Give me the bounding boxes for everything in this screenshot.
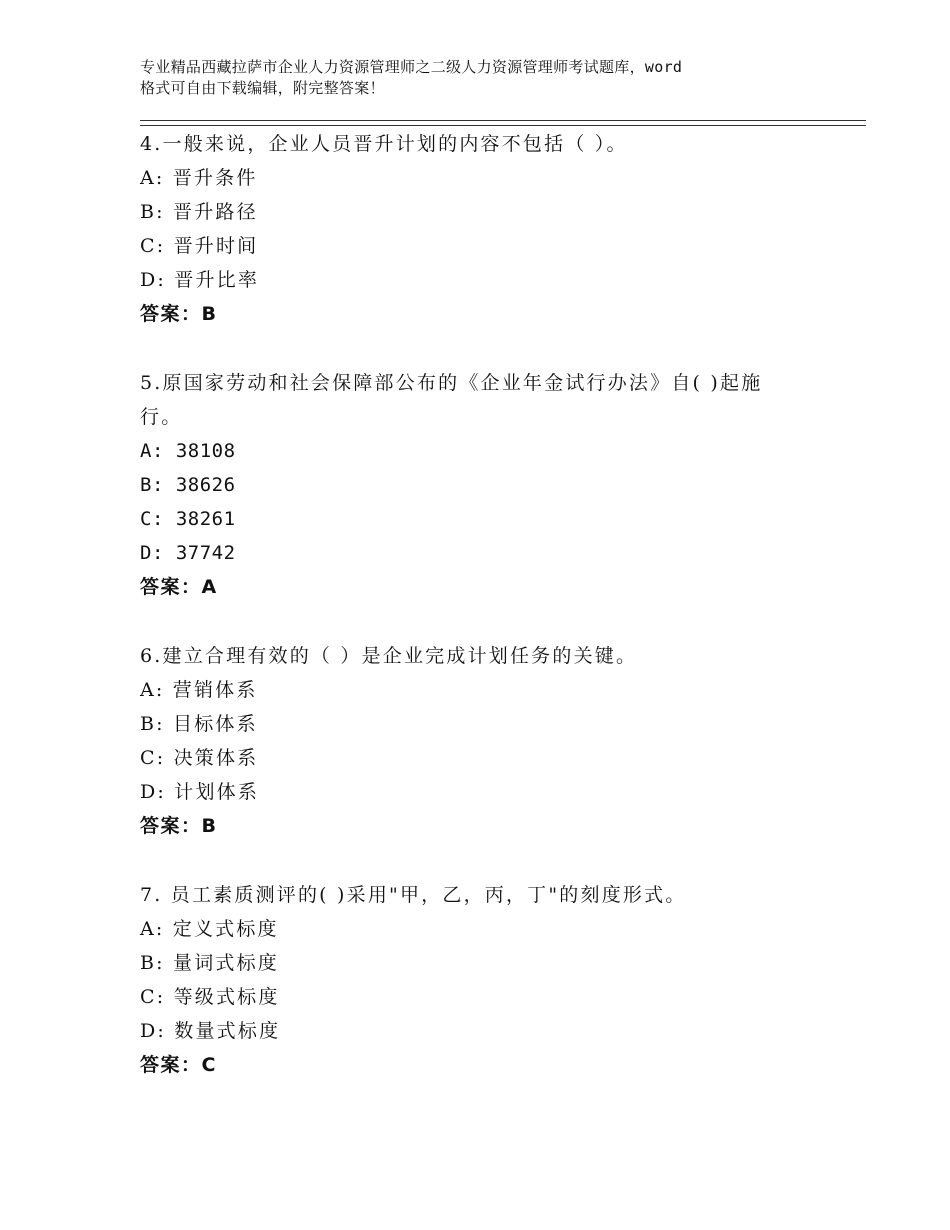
option-d: D: 计划体系 [140,781,260,803]
option-d: D: 数量式标度 [140,1020,281,1042]
option-c: C: 决策体系 [140,747,259,769]
option-a: A: 晋升条件 [140,167,258,189]
option-a: A: 38108 [140,440,236,462]
header-divider-bottom [140,125,866,126]
header-line-2: 格式可自由下载编辑，附完整答案！ [140,79,385,97]
option-a: A: 定义式标度 [140,918,279,940]
option-c: C: 等级式标度 [140,986,280,1008]
header-divider-top [140,120,866,121]
option-d: D: 37742 [140,542,236,564]
option-b: B: 晋升路径 [140,201,258,223]
option-b: B: 量词式标度 [140,952,280,974]
question-stem: 7. 员工素质测评的( )采用"甲，乙，丙，丁"的刻度形式。 [140,884,687,906]
option-b: B: 38626 [140,474,236,496]
question-4 [140,127,860,331]
question-stem-line-2: 行。 [140,406,183,428]
option-b: B: 目标体系 [140,713,258,735]
document-header [140,57,840,99]
option-c: C: 晋升时间 [140,235,259,257]
question-6 [140,639,860,843]
answer-label: 答案：B [140,815,218,837]
question-5 [140,366,860,604]
option-c: C: 38261 [140,508,236,530]
answer-label: 答案：B [140,303,218,325]
question-stem: 4.一般来说，企业人员晋升计划的内容不包括（ ）。 [140,133,628,155]
option-d: D: 晋升比率 [140,269,260,291]
header-line-1: 专业精品西藏拉萨市企业人力资源管理师之二级人力资源管理师考试题库，word [140,58,683,76]
question-stem-line-1: 5.原国家劳动和社会保障部公布的《企业年金试行办法》自( )起施 [140,372,763,394]
option-a: A: 营销体系 [140,679,258,701]
answer-label: 答案：C [140,1054,217,1076]
answer-label: 答案：A [140,576,218,598]
question-stem: 6.建立合理有效的（ ）是企业完成计划任务的关键。 [140,645,638,667]
question-7 [140,878,860,1082]
